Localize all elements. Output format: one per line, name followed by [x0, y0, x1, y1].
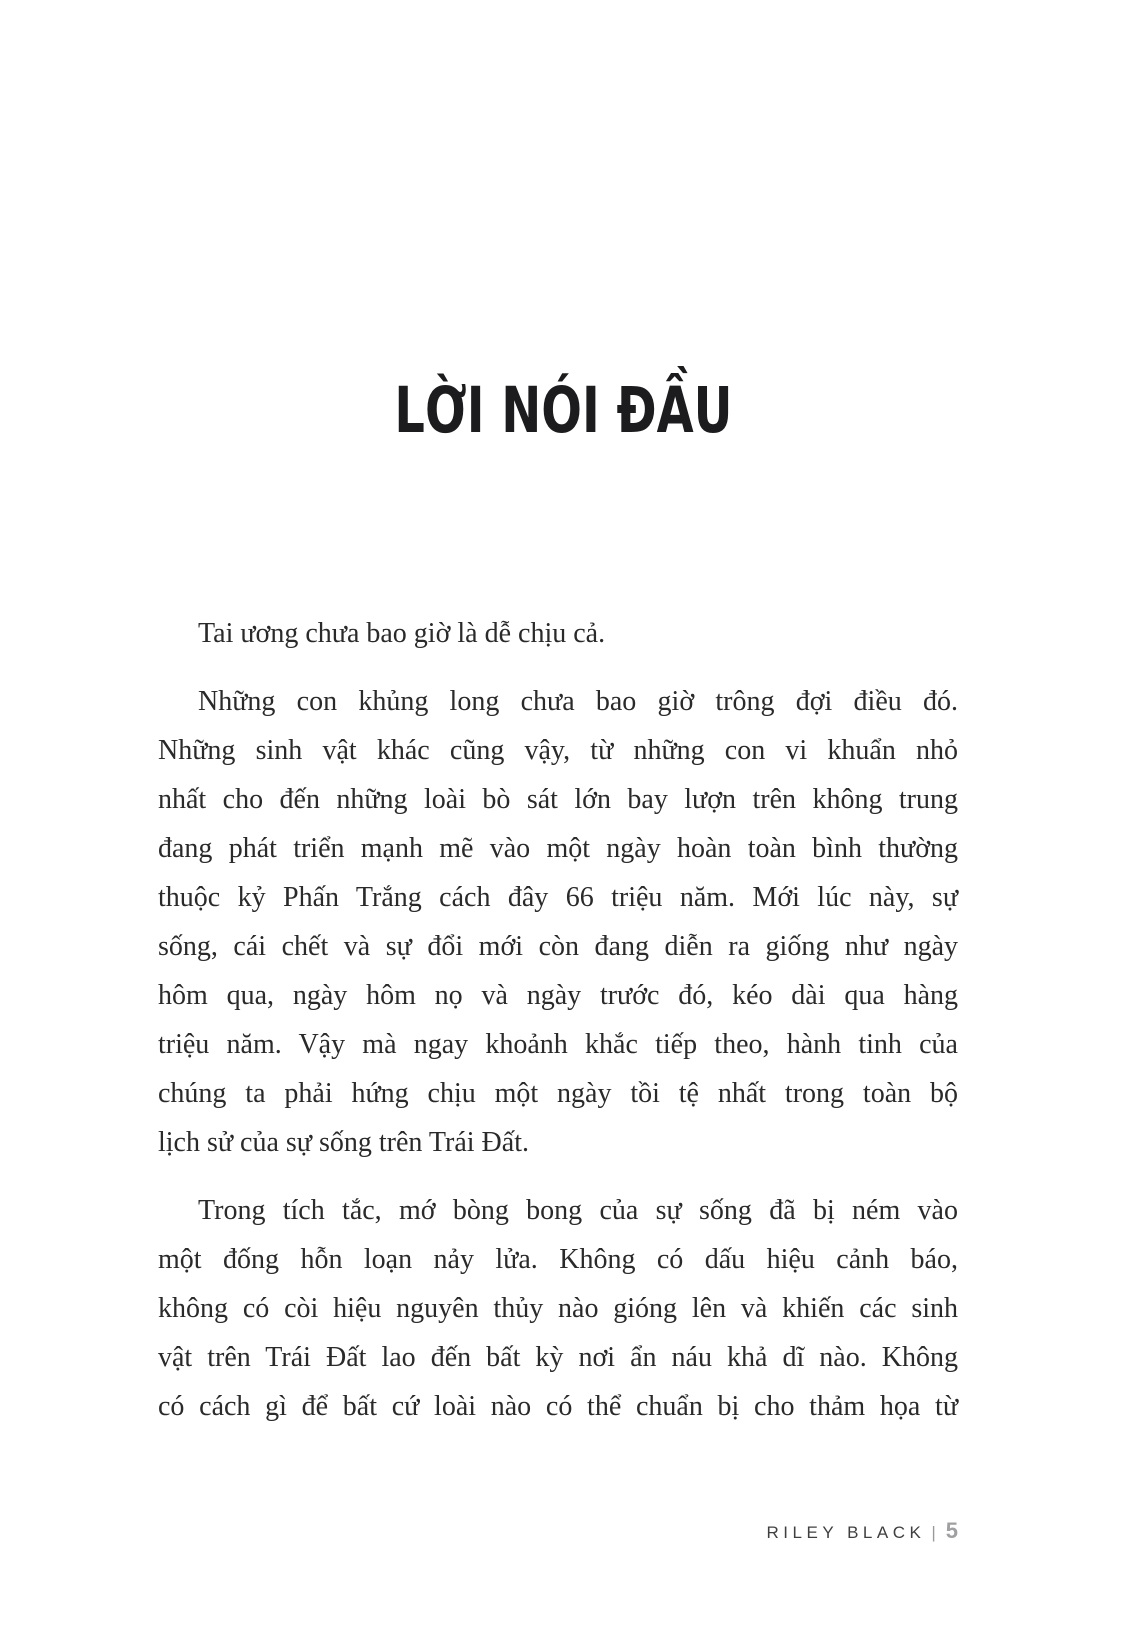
text-line: thuộc kỷ Phấn Trắng cách đây 66 triệu năm. Mới lúc này, sự [158, 882, 958, 913]
body-text [158, 609, 958, 1431]
text-line: một đống hỗn loạn nảy lửa. Không có dấu hiệu cảnh báo, [158, 1244, 958, 1275]
text-line: triệu năm. Vậy mà ngay khoảnh khắc tiếp theo, hành tinh của [158, 1029, 958, 1060]
text-line: đang phát triển mạnh mẽ vào một ngày hoàn toàn bình thường [158, 833, 958, 864]
text-line: nhất cho đến những loài bò sát lớn bay lượn trên không trung [158, 784, 958, 815]
text-line: Trong tích tắc, mớ bòng bong của sự sống đã bị ném vào [198, 1195, 958, 1226]
text-line: vật trên Trái Đất lao đến bất kỳ nơi ẩn náu khả dĩ nào. Không [158, 1342, 958, 1373]
text-line: Những con khủng long chưa bao giờ trông đợi điều đó. [198, 686, 958, 717]
paragraph [158, 609, 958, 658]
text-line: sống, cái chết và sự đổi mới còn đang diễn ra giống như ngày [158, 931, 958, 962]
paragraph [158, 677, 958, 1167]
footer-separator: | [931, 1523, 936, 1542]
text-line: chúng ta phải hứng chịu một ngày tồi tệ nhất trong toàn bộ [158, 1078, 958, 1109]
text-column [158, 0, 958, 1646]
text-line: Những sinh vật khác cũng vậy, từ những con vi khuẩn nhỏ [158, 735, 958, 766]
page-number: 5 [945, 1518, 958, 1543]
text-line: hôm qua, ngày hôm nọ và ngày trước đó, kéo dài qua hàng [158, 980, 958, 1011]
paragraph [158, 1186, 958, 1431]
page-footer [767, 1518, 958, 1544]
text-line: Tai ương chưa bao giờ là dễ chịu cả. [198, 618, 606, 649]
text-line: có cách gì để bất cứ loài nào có thể chuẩn bị cho thảm họa từ [158, 1391, 958, 1422]
chapter-title-text: LỜI NÓI ĐẦU [393, 374, 733, 447]
author-name: RILEY BLACK [766, 1523, 926, 1542]
text-line: lịch sử của sự sống trên Trái Đất. [158, 1127, 529, 1158]
text-line: không có còi hiệu nguyên thủy nào gióng lên và khiến các sinh [158, 1293, 958, 1324]
